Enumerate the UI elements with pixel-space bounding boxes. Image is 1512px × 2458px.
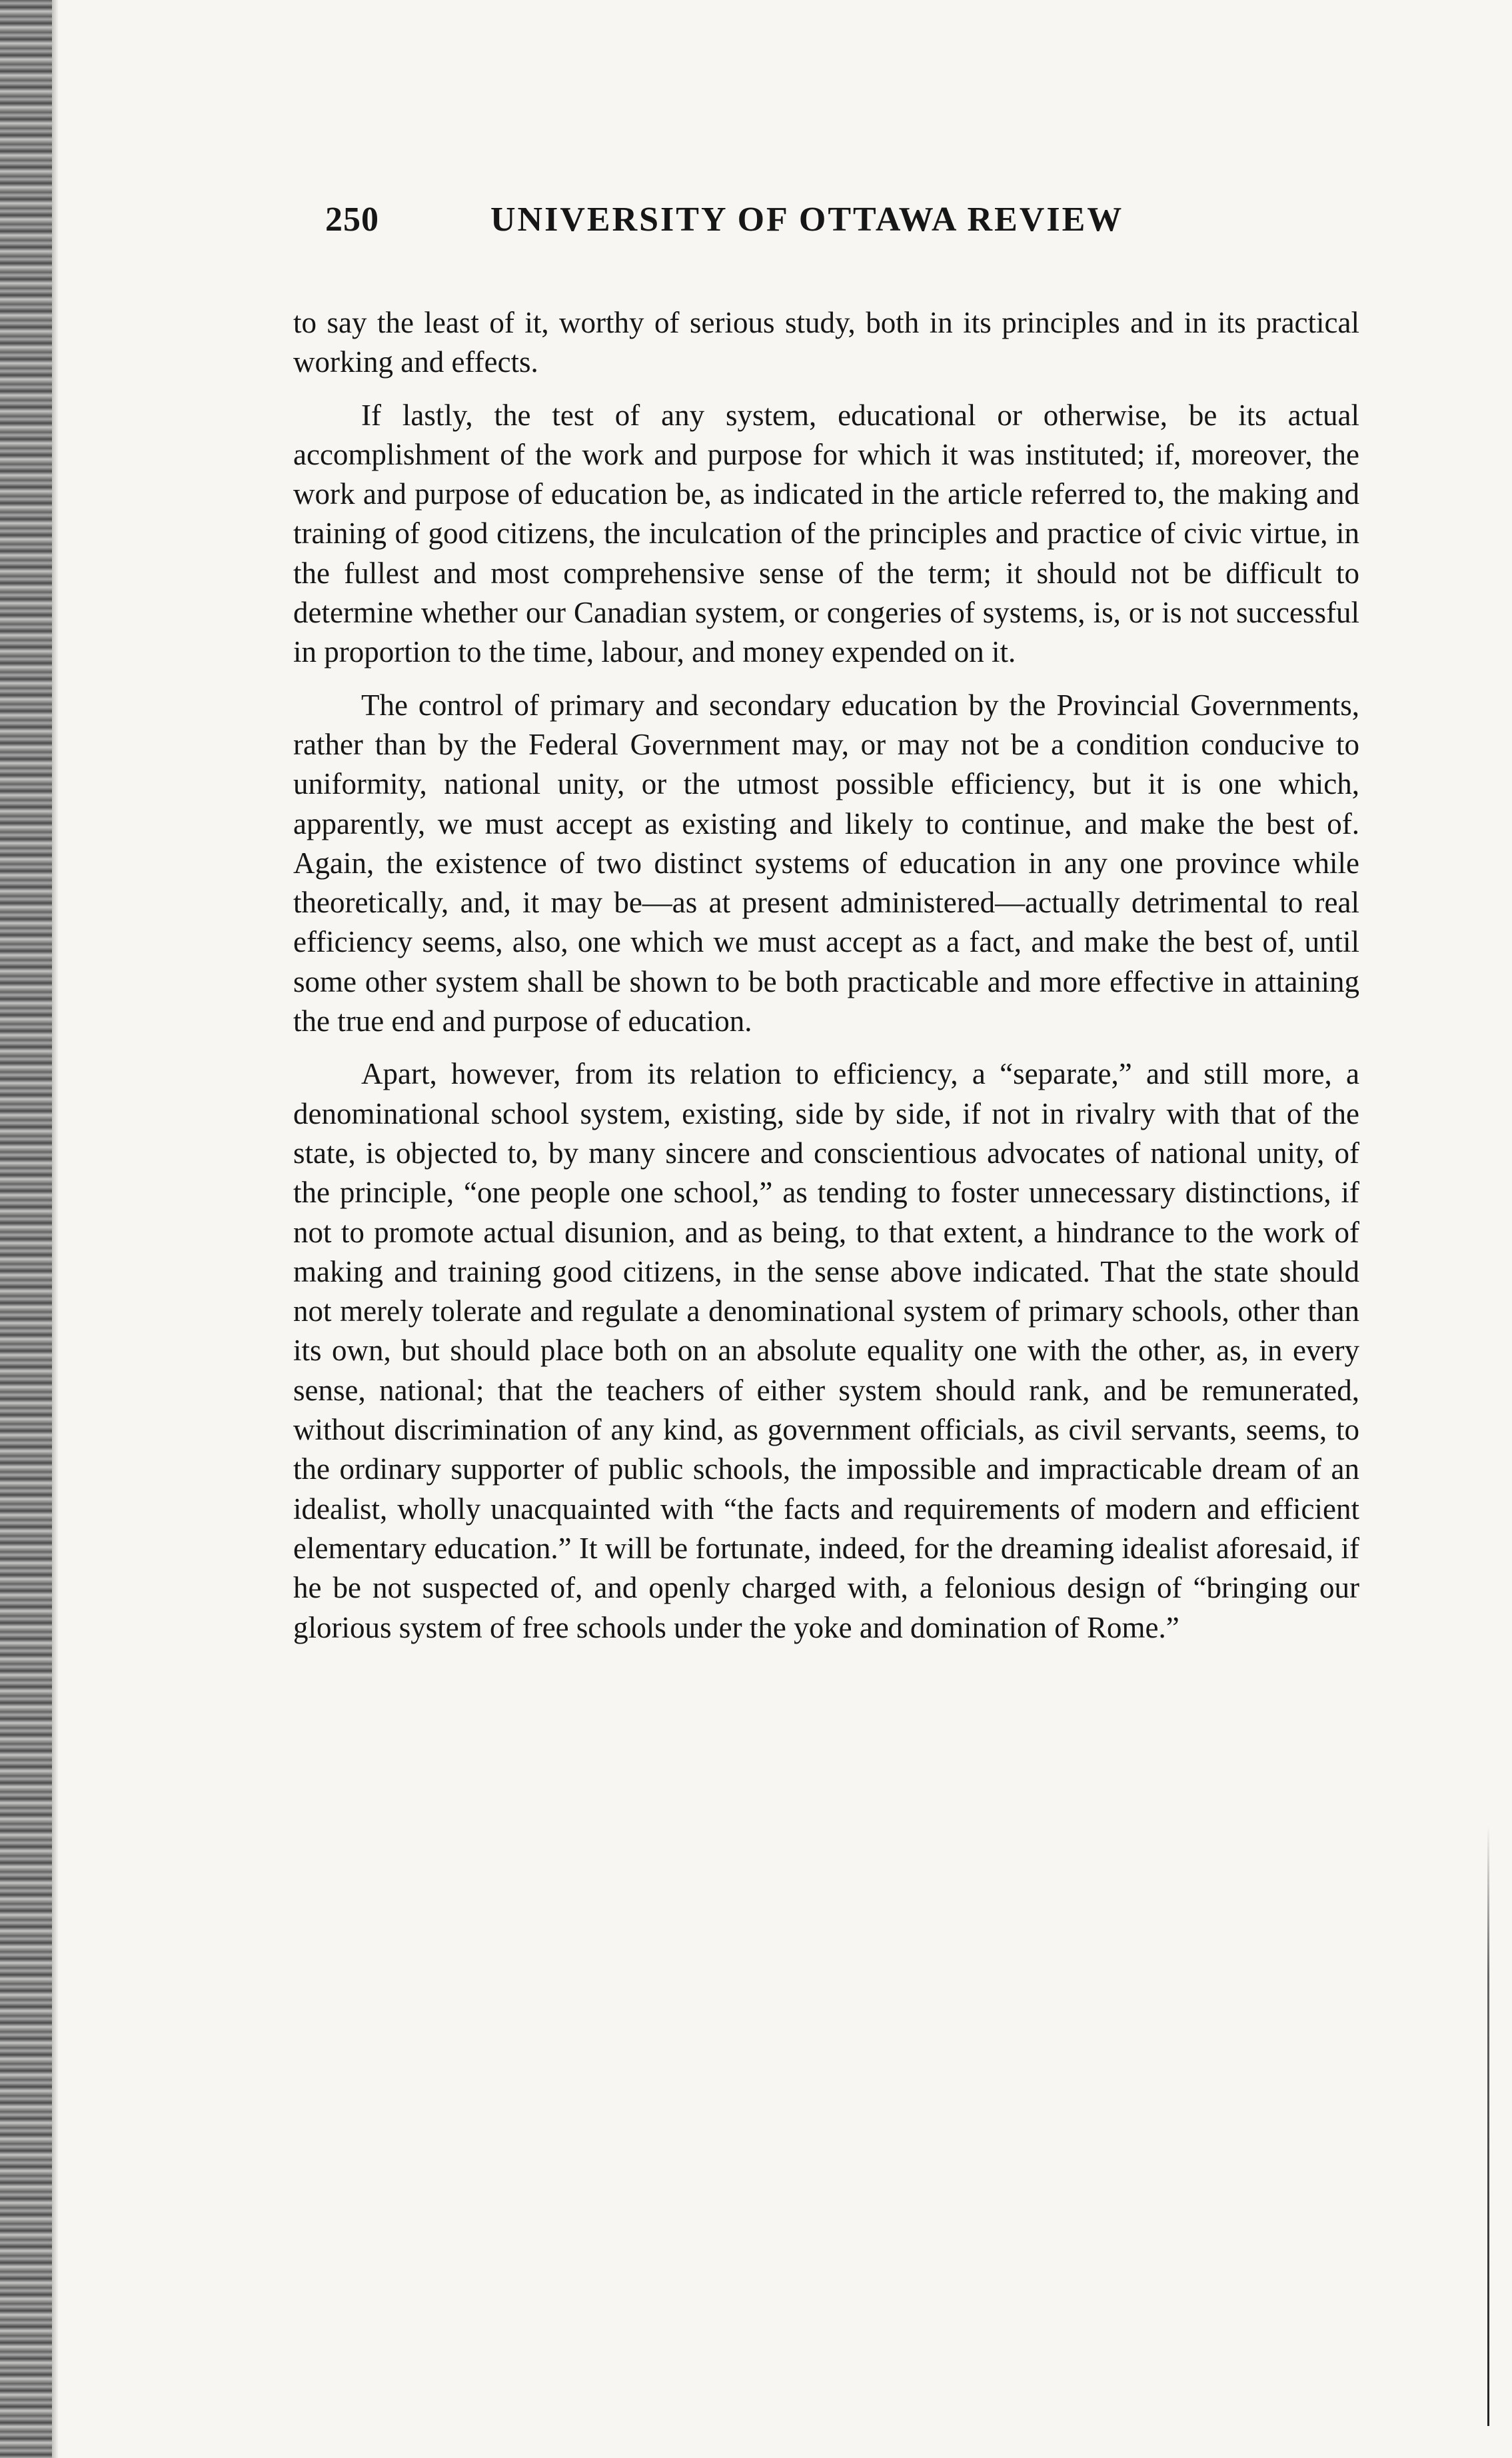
page-number: 250 <box>325 201 379 239</box>
paragraph-continued: to say the least of it, worthy of serious study, both in its principles and in its practical working and effects. <box>293 306 1359 379</box>
paragraph: If lastly, the test of any system, educational or otherwise, be its actual accomplishment of the work and purpose for which it was instituted; if, moreover, the work and purpose of education be, as indicated in the article referred to, the making and training of good citizens, the inculcation of the principles and practice of civic virtue, in the fullest and most comprehensive sense of the term; it should not be difficult to determine whether our Canadian system, or congeries of systems, is, or is not successful in proportion to the time, labour, and money expended on it. <box>293 398 1359 669</box>
paragraph: Apart, however, from its relation to efficiency, a “separate,” and still more, a denominational school system, existing, side by side, if not in rivalry with that of the state, is objected to, by many sincere and conscientious advocates of national unity, of the principle, “one people one school,” as tending to foster unnecessary distinctions, if not to promote actual disunion, and as being, to that extent, a hindrance to the work of making and training good citizens, in the sense above indicated. That the state should not merely tolerate and regulate a denominational system of primary schools, other than its own, but should place both on an absolute equality one with the other, as, in every sense, national; that the teachers of either system should rank, and be remunerated, without discrimination of any kind, as government officials, as civil servants, seems, to the ordinary supporter of public schools, the impossible and impracticable dream of an idealist, wholly unacquainted with “the facts and requirements of modern and efficient elementary education.” It will be fortunate, indeed, for the dreaming idealist aforesaid, if he be not suspected of, and openly charged with, a felonious design of “bringing our glorious system of free schools under the yoke and domination of Rome.” <box>293 1057 1359 1644</box>
article-body <box>293 303 1359 1648</box>
scan-edge-rule <box>1487 1826 1489 2426</box>
page-header <box>325 200 1365 253</box>
running-title: UNIVERSITY OF OTTAWA REVIEW <box>490 201 1124 239</box>
paragraph: The control of primary and secondary education by the Provincial Governments, rather than by the Federal Government may, or may not be a condition conducive to uniformity, national unity, or the utmost possible efficiency, but it is one which, apparently, we must accept as existing and likely to continue, and make the best of. Again, the existence of two distinct systems of education in any one province while theoretically, and, it may be—as at present administered—actually detrimental to real efficiency seems, also, one which we must accept as a fact, and make the best of, until some other system shall be shown to be both practicable and more effective in attaining the true end and purpose of education. <box>293 688 1359 1038</box>
page-binding-edge <box>0 0 52 2458</box>
